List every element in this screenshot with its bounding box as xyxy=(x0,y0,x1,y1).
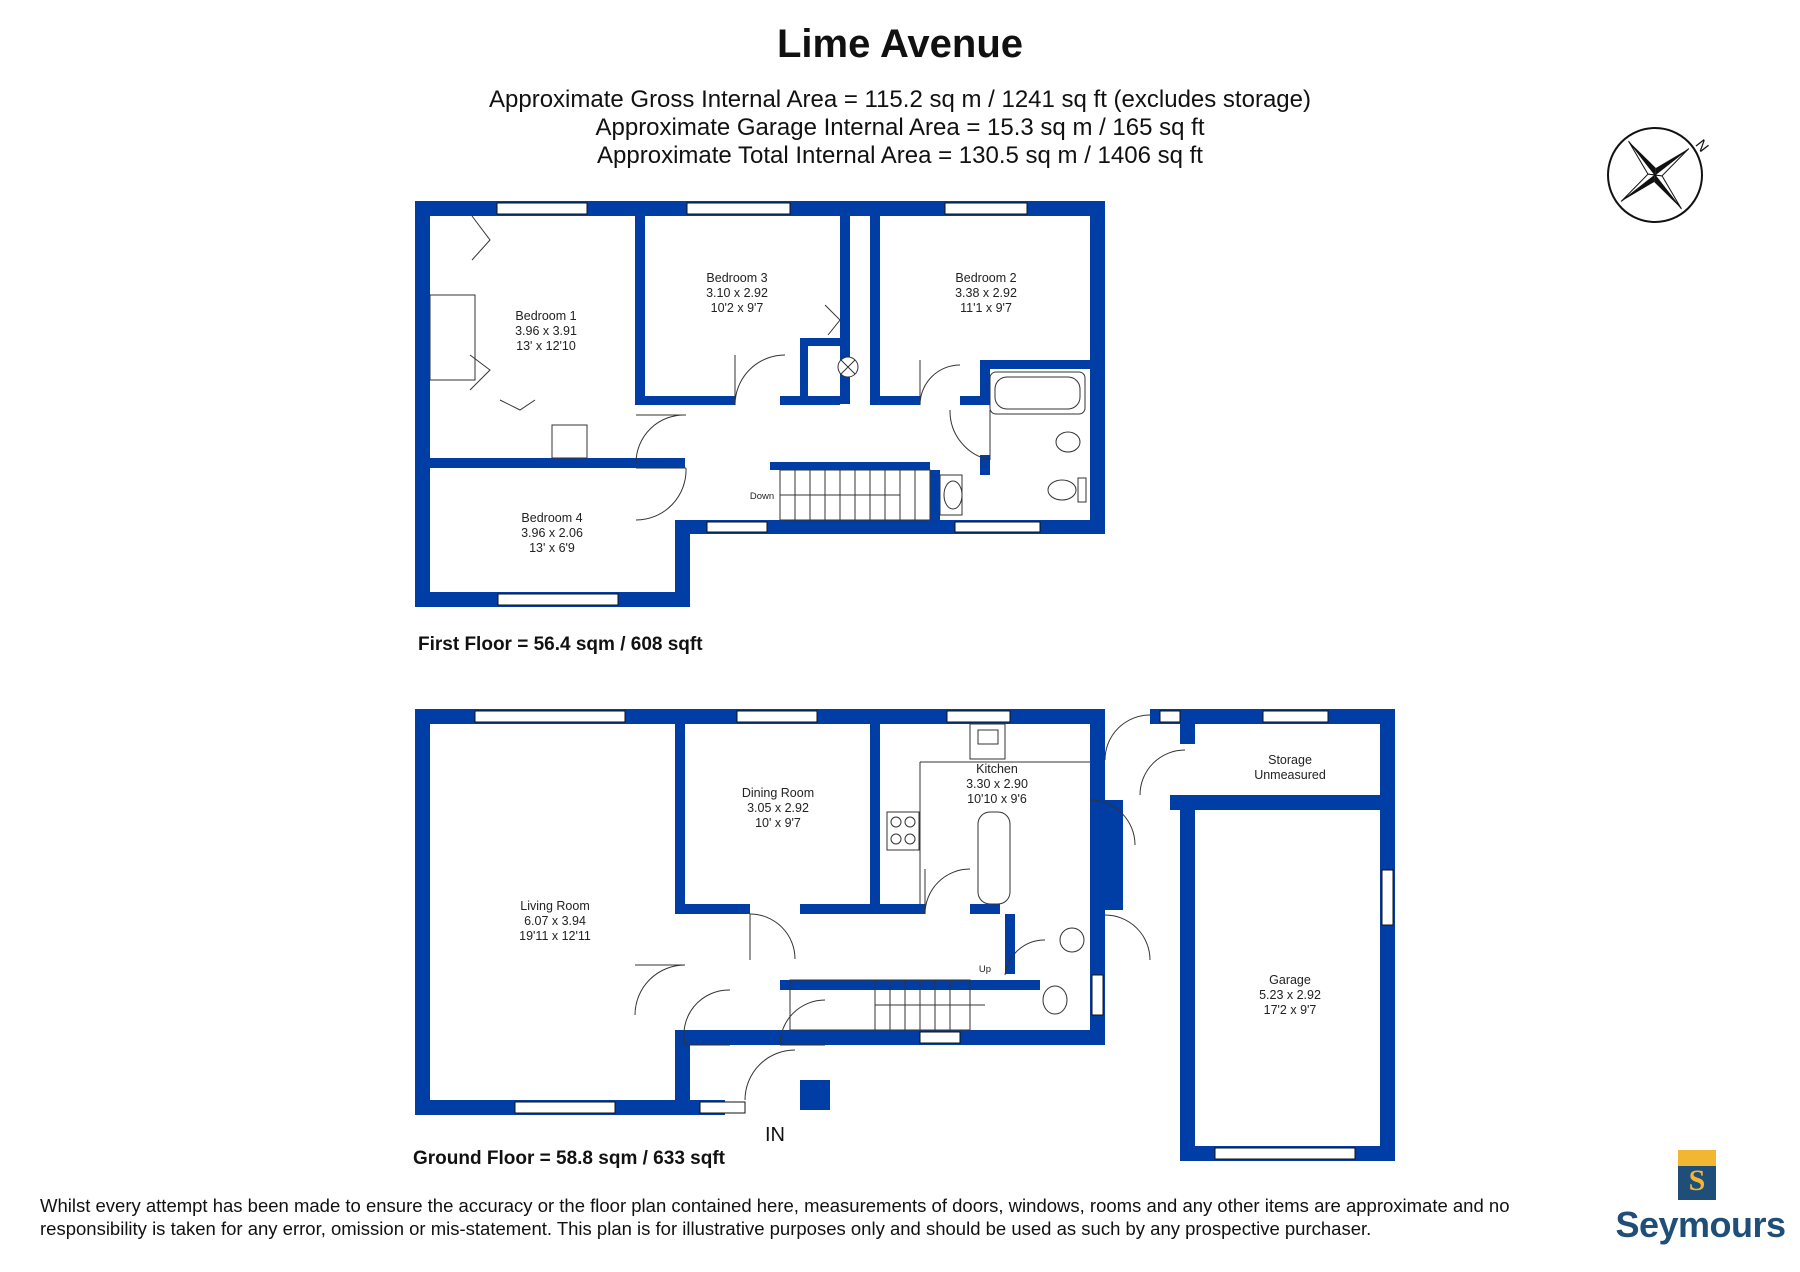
bedroom4-metric: 3.96 x 2.06 xyxy=(521,526,583,540)
brand-name: Seymours xyxy=(1615,1204,1786,1245)
bedroom1-name: Bedroom 1 xyxy=(515,309,577,323)
kitchen-imperial: 10'10 x 9'6 xyxy=(967,792,1027,806)
bedroom2-imperial: 11'1 x 9'7 xyxy=(960,301,1012,315)
bedroom3-imperial: 10'2 x 9'7 xyxy=(710,301,764,315)
first-floor-doors xyxy=(470,216,990,520)
dining-room-name: Dining Room xyxy=(741,786,815,800)
bedroom1-metric: 3.96 x 3.91 xyxy=(515,324,577,338)
bedroom4-imperial: 13' x 6'9 xyxy=(529,541,575,555)
entrance-label: IN xyxy=(765,1124,785,1146)
kitchen-metric: 3.30 x 2.90 xyxy=(966,777,1028,791)
brand-badge-icon xyxy=(1678,1150,1716,1200)
bedroom4-name: Bedroom 4 xyxy=(521,511,583,525)
living-room-name: Living Room xyxy=(520,899,590,913)
dining-room-imperial: 10' x 9'7 xyxy=(755,816,801,830)
bedroom1-imperial: 13' x 12'10 xyxy=(516,339,576,353)
ground-floor-caption: Ground Floor = 58.8 sqm / 633 sqft xyxy=(413,1148,725,1169)
garage-metric: 5.23 x 2.92 xyxy=(1259,988,1321,1002)
kitchen-name: Kitchen xyxy=(976,762,1018,776)
storage-note: Unmeasured xyxy=(1254,768,1326,782)
first-floor-windows xyxy=(497,203,1040,605)
storage-name: Storage xyxy=(1268,753,1312,767)
brand-badge-letter: S xyxy=(1688,1164,1706,1197)
bedroom3-metric: 3.10 x 2.92 xyxy=(706,286,768,300)
bedroom2-metric: 3.38 x 2.92 xyxy=(955,286,1017,300)
first-floor-stairs-label: Down xyxy=(749,491,775,502)
first-floor-caption: First Floor = 56.4 sqm / 608 sqft xyxy=(418,634,703,655)
disclaimer-text: Whilst every attempt has been made to ensure the accuracy or the floor plan contained here, measurements of doors, windows, rooms and any other items are approximate and no responsibility is taken for any error, omission or mis-statement. This plan is for illustrative purposes only and should be used as such by any prospective purchaser. xyxy=(40,1195,1510,1239)
bedroom3-name: Bedroom 3 xyxy=(706,271,768,285)
ground-floor-stairs-label: Up xyxy=(978,964,992,975)
garage-area-line: Approximate Garage Internal Area = 15.3 sq m / 165 sq ft xyxy=(595,114,1205,141)
brand-logo xyxy=(1608,1150,1793,1250)
bedroom2-name: Bedroom 2 xyxy=(955,271,1017,285)
dining-room-metric: 3.05 x 2.92 xyxy=(747,801,809,815)
plan-title: Lime Avenue xyxy=(777,22,1023,66)
first-floor-stairs xyxy=(780,470,930,520)
living-room-imperial: 19'11 x 12'11 xyxy=(519,929,591,943)
garage-name: Garage xyxy=(1269,973,1311,987)
living-room-metric: 6.07 x 3.94 xyxy=(524,914,586,928)
compass-north-label: N xyxy=(1691,136,1712,156)
total-area-line: Approximate Total Internal Area = 130.5 sq m / 1406 sq ft xyxy=(597,142,1203,169)
garage-imperial: 17'2 x 9'7 xyxy=(1263,1003,1317,1017)
gross-area-line: Approximate Gross Internal Area = 115.2 sq m / 1241 sq ft (excludes storage) xyxy=(489,86,1311,113)
